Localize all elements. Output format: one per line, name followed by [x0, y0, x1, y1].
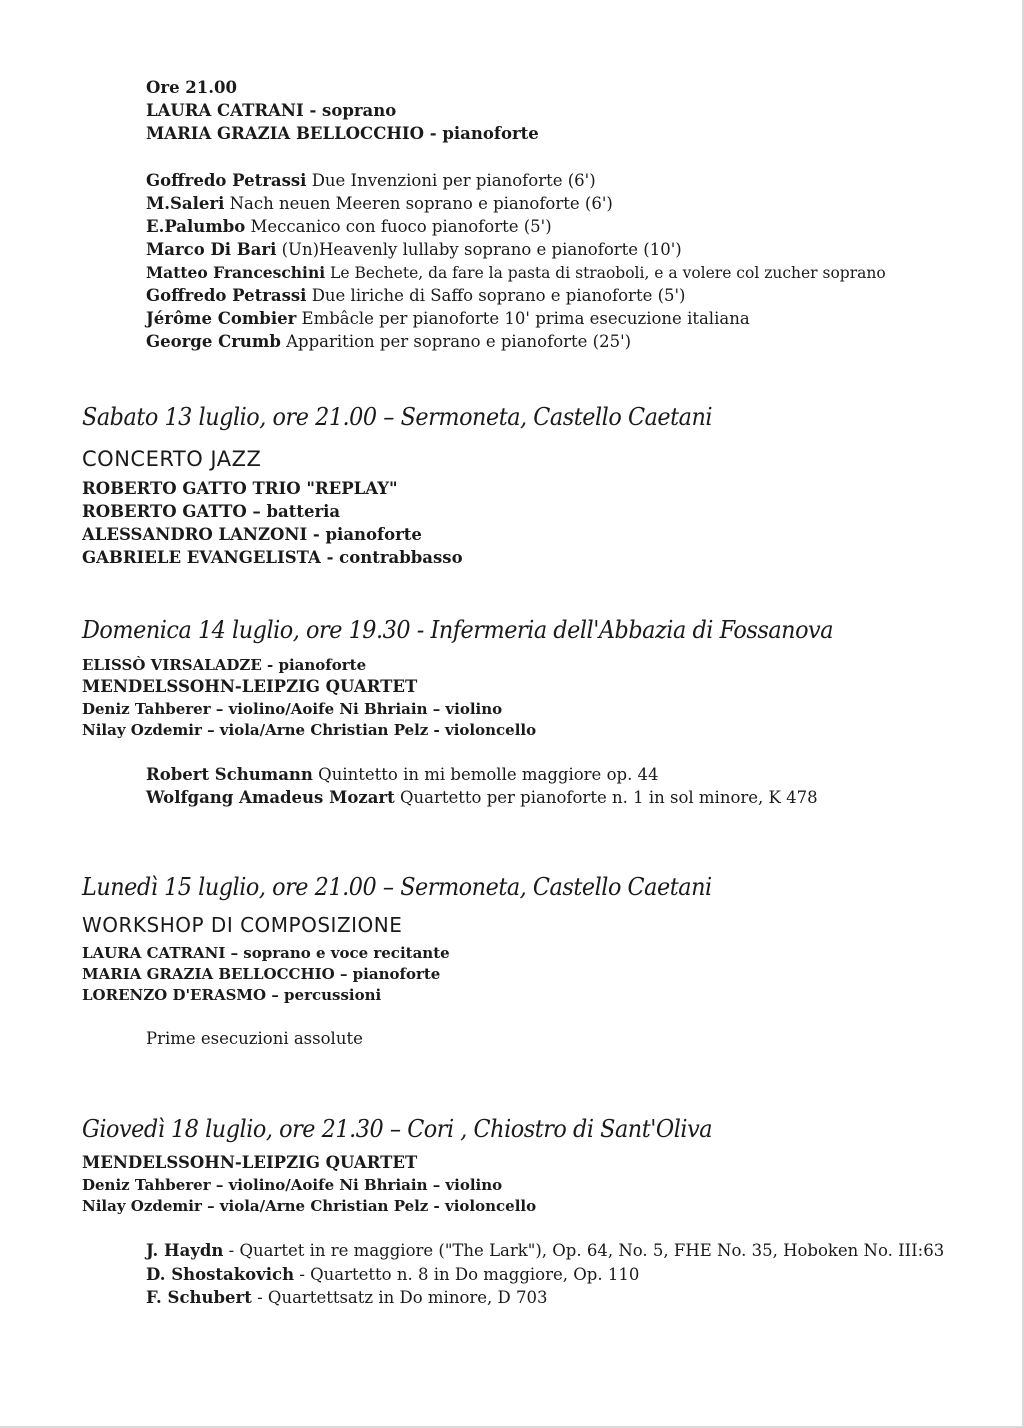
- program-item: [146, 193, 613, 215]
- ensemble-name: MENDELSSOHN-LEIPZIG QUARTET: [82, 1153, 418, 1172]
- member-line: Nilay Ozdemir – viola/Arne Christian Pelz - violoncello: [82, 1197, 537, 1215]
- program-item: [146, 262, 886, 284]
- composer: Robert Schumann: [146, 765, 313, 784]
- program-item: [146, 170, 596, 192]
- work: Quartetto per pianoforte n. 1 in sol minore, K 478: [399, 788, 818, 807]
- composer: Jérôme Combier: [146, 309, 297, 328]
- event-heading-sabato: Sabato 13 luglio, ore 21.00 – Sermoneta, Castello Caetani: [82, 403, 713, 431]
- performer-name: LAURA CATRANI: [146, 101, 304, 120]
- performer-role: - pianoforte: [429, 124, 539, 143]
- composer: Matteo Franceschini: [146, 263, 326, 282]
- program-item: [146, 308, 750, 330]
- member-line: Nilay Ozdemir – viola/Arne Christian Pelz - violoncello: [82, 721, 537, 739]
- work: Apparition per soprano e pianoforte (25'): [286, 332, 632, 351]
- work: Nach neuen Meeren soprano e pianoforte (6'): [229, 194, 613, 213]
- program-item: [146, 216, 552, 238]
- work: Due Invenzioni per pianoforte (6'): [311, 171, 596, 190]
- performer-line: MARIA GRAZIA BELLOCCHIO – pianoforte: [82, 965, 441, 983]
- performer-line: LAURA CATRANI – soprano e voce recitante: [82, 944, 450, 962]
- performer-line: ROBERTO GATTO TRIO "REPLAY": [82, 479, 398, 498]
- program-item: [146, 1287, 548, 1309]
- work: (Un)Heavenly lullaby soprano e pianoforte (10'): [281, 240, 682, 259]
- performer-role: - soprano: [309, 101, 397, 120]
- performer-line: LORENZO D'ERASMO – percussioni: [82, 986, 382, 1004]
- composer: J. Haydn: [146, 1241, 224, 1260]
- program-item: [146, 239, 682, 261]
- program-item: [146, 787, 818, 809]
- program-item: [146, 331, 631, 353]
- composer: Goffredo Petrassi: [146, 286, 307, 305]
- composer: Wolfgang Amadeus Mozart: [146, 788, 395, 807]
- concert-time: Ore 21.00: [146, 78, 237, 97]
- work: Le Bechete, da fare la pasta di straoboli, e a volere col zucher soprano: [330, 264, 886, 282]
- performer-line: GABRIELE EVANGELISTA - contrabbasso: [82, 548, 463, 567]
- program-item: [146, 1264, 639, 1286]
- event-subtitle: CONCERTO JAZZ: [82, 447, 262, 471]
- performer-line: [146, 100, 396, 122]
- event-heading-giovedi: Giovedì 18 luglio, ore 21.30 – Cori , Chiostro di Sant'Oliva: [82, 1115, 713, 1143]
- member-line: Deniz Tahberer – violino/Aoife Ni Bhriain – violino: [82, 700, 503, 718]
- composer: E.Palumbo: [146, 217, 246, 236]
- member-line: Deniz Tahberer – violino/Aoife Ni Bhriain – violino: [82, 1176, 503, 1194]
- program-item: [146, 764, 659, 786]
- event-heading-domenica: Domenica 14 luglio, ore 19.30 - Infermeria dell'Abbazia di Fossanova: [82, 616, 834, 644]
- event-note: Prime esecuzioni assolute: [146, 1029, 363, 1048]
- performer-name: MARIA GRAZIA BELLOCCHIO: [146, 124, 425, 143]
- performer-line: [146, 123, 539, 145]
- program-item: [146, 285, 686, 307]
- program-item: [146, 1240, 944, 1262]
- composer: Marco Di Bari: [146, 240, 277, 259]
- composer: F. Schubert: [146, 1288, 252, 1307]
- work: - Quartet in re maggiore ("The Lark"), Op. 64, No. 5, FHE No. 35, Hoboken No. III:63: [228, 1241, 945, 1260]
- work: - Quartetto n. 8 in Do maggiore, Op. 110: [299, 1265, 640, 1284]
- work: - Quartettsatz in Do minore, D 703: [257, 1288, 548, 1307]
- composer: D. Shostakovich: [146, 1265, 295, 1284]
- work: Due liriche di Saffo soprano e pianoforte (5'): [311, 286, 686, 305]
- composer: M.Saleri: [146, 194, 225, 213]
- work: Quintetto in mi bemolle maggiore op. 44: [318, 765, 659, 784]
- performer-line: ROBERTO GATTO – batteria: [82, 502, 341, 521]
- composer: Goffredo Petrassi: [146, 171, 307, 190]
- work: Meccanico con fuoco pianoforte (5'): [250, 217, 552, 236]
- composer: George Crumb: [146, 332, 281, 351]
- ensemble-name: MENDELSSOHN-LEIPZIG QUARTET: [82, 677, 418, 696]
- performer-line: ALESSANDRO LANZONI - pianoforte: [82, 525, 422, 544]
- soloist-line: ELISSÒ VIRSALADZE - pianoforte: [82, 656, 367, 674]
- event-heading-lunedi: Lunedì 15 luglio, ore 21.00 – Sermoneta, Castello Caetani: [82, 873, 712, 901]
- event-subtitle: WORKSHOP DI COMPOSIZIONE: [82, 913, 403, 937]
- work: Embâcle per pianoforte 10' prima esecuzione italiana: [301, 309, 750, 328]
